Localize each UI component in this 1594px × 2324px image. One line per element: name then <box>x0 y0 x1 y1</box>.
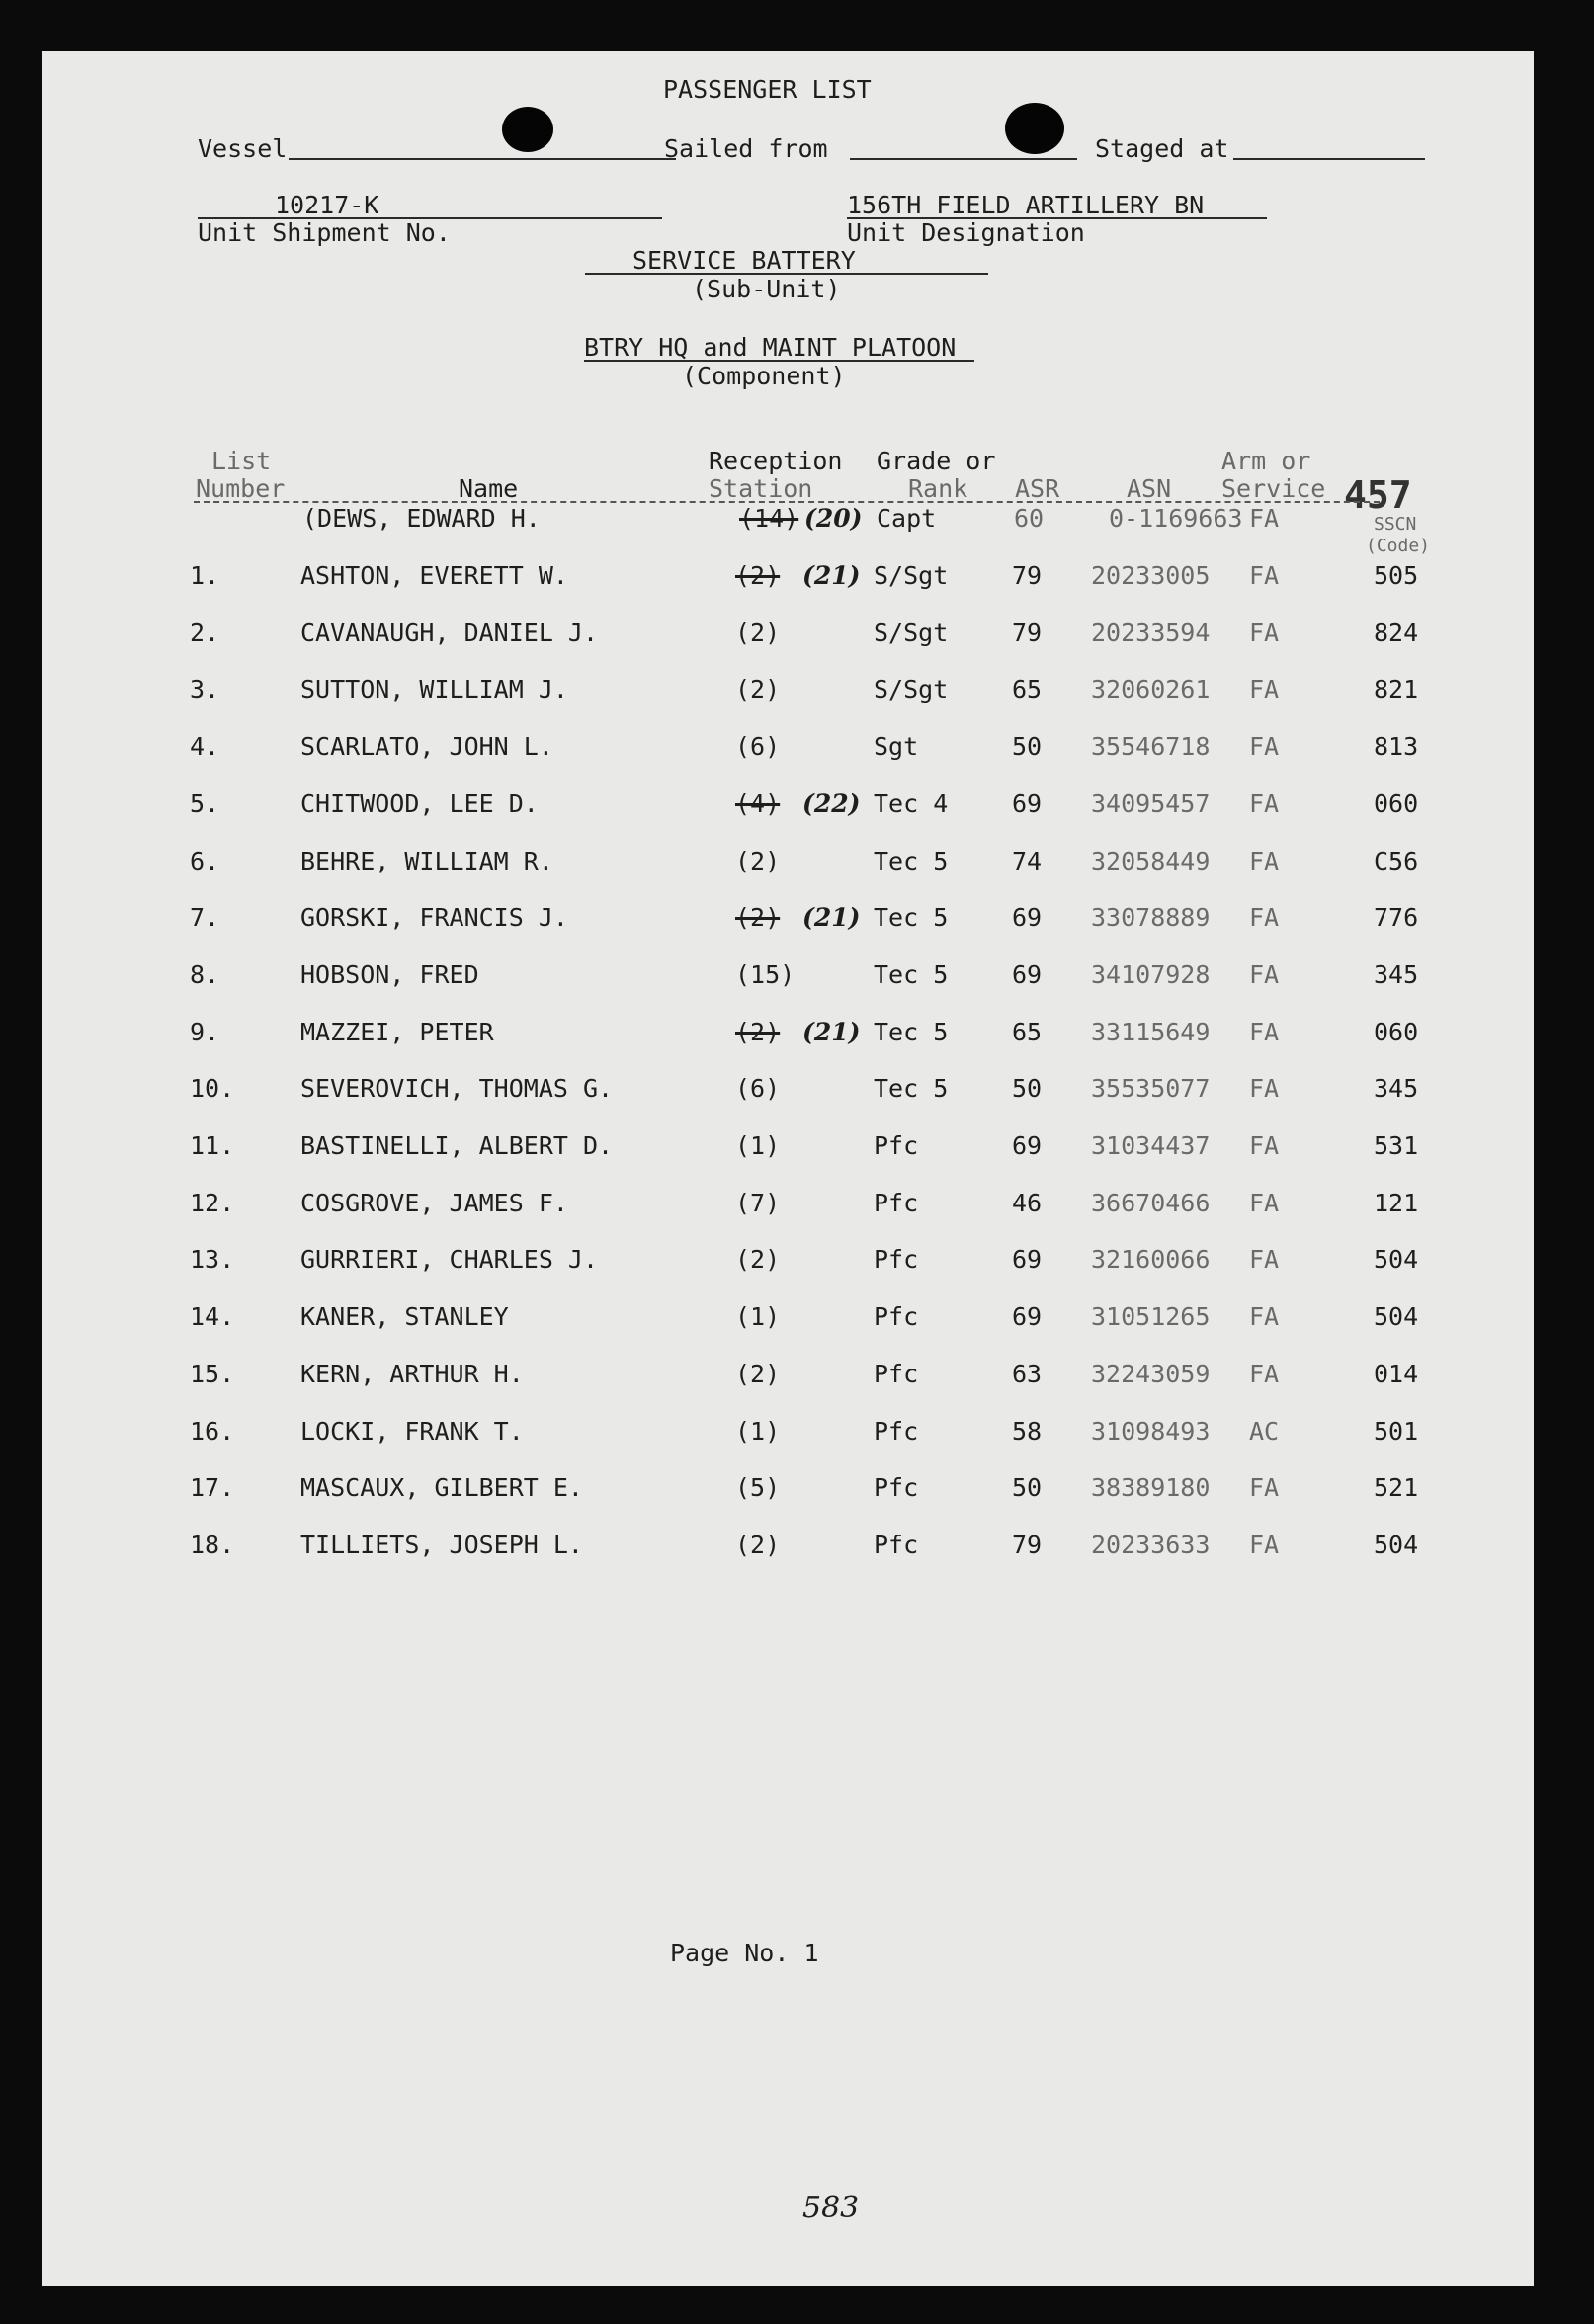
row-grade: Tec 5 <box>874 1017 949 1046</box>
row-sscn: 501 <box>1374 1416 1419 1446</box>
row-list-number: 12. <box>190 1188 235 1217</box>
vessel-label: Vessel <box>198 134 288 163</box>
officer-station-handwritten: (20) <box>804 504 863 533</box>
row-asr: 50 <box>1012 1473 1043 1503</box>
page-number: Page No. 1 <box>670 1939 819 1967</box>
col-grade-1: Grade or <box>877 447 996 475</box>
col-reception-1: Reception <box>709 447 843 475</box>
row-name: KERN, ARTHUR H. <box>300 1359 524 1388</box>
col-sscn-1: SSCN <box>1374 514 1417 535</box>
row-list-number: 13. <box>190 1245 235 1275</box>
sailed-from-line <box>850 158 1077 160</box>
col-asr: ASR <box>1015 474 1060 503</box>
row-sscn: 821 <box>1374 675 1419 705</box>
row-reception-station: (1) <box>735 1131 781 1160</box>
document-title: PASSENGER LIST <box>663 75 872 104</box>
row-name: BEHRE, WILLIAM R. <box>300 846 553 875</box>
row-sscn: 121 <box>1374 1188 1419 1217</box>
row-grade: Pfc <box>874 1416 919 1446</box>
sailed-from-label: Sailed from <box>664 134 828 163</box>
row-reception-station: (2) <box>735 561 781 590</box>
row-name: GURRIERI, CHARLES J. <box>300 1245 599 1275</box>
component: BTRY HQ and MAINT PLATOON <box>584 333 957 362</box>
row-arm-service: FA <box>1249 903 1280 933</box>
row-list-number: 5. <box>190 788 220 818</box>
row-asn: 20233633 <box>1091 1530 1211 1559</box>
row-arm-service: FA <box>1249 1131 1280 1160</box>
row-arm-service: FA <box>1249 675 1280 705</box>
row-asr: 63 <box>1012 1359 1043 1388</box>
row-reception-station: (6) <box>735 732 781 762</box>
row-list-number: 1. <box>190 561 220 590</box>
staged-at-line <box>1233 158 1425 160</box>
row-list-number: 10. <box>190 1074 235 1104</box>
row-reception-station: (2) <box>735 1359 781 1388</box>
unit-designation-label: Unit Designation <box>847 218 1085 247</box>
row-list-number: 2. <box>190 618 220 647</box>
row-grade: S/Sgt <box>874 675 949 705</box>
row-grade: S/Sgt <box>874 618 949 647</box>
row-sscn: 060 <box>1374 1017 1419 1046</box>
officer-station-struck: (14) <box>739 504 799 533</box>
unit-shipment-label: Unit Shipment No. <box>198 218 451 247</box>
row-name: HOBSON, FRED <box>300 959 479 989</box>
row-grade: Tec 5 <box>874 1074 949 1104</box>
row-reception-station: (2) <box>735 1017 781 1046</box>
officer-arm: FA <box>1249 504 1280 533</box>
row-sscn: 014 <box>1374 1359 1419 1388</box>
row-asr: 69 <box>1012 788 1043 818</box>
row-asn: 36670466 <box>1091 1188 1211 1217</box>
row-arm-service: FA <box>1249 561 1280 590</box>
sub-unit-label: (Sub-Unit) <box>692 275 841 303</box>
row-name: COSGROVE, JAMES F. <box>300 1188 568 1217</box>
col-asn: ASN <box>1127 474 1172 503</box>
row-asn: 32060261 <box>1091 675 1211 705</box>
passenger-list-page <box>42 51 1534 2286</box>
officer-grade: Capt <box>877 504 937 533</box>
row-reception-station: (4) <box>735 788 781 818</box>
row-arm-service: FA <box>1249 959 1280 989</box>
row-asr: 46 <box>1012 1188 1043 1217</box>
col-reception-2: Station <box>709 474 813 503</box>
row-reception-station: (2) <box>735 675 781 705</box>
row-sscn: 504 <box>1374 1530 1419 1559</box>
row-grade: Tec 4 <box>874 788 949 818</box>
col-arm-1: Arm or <box>1221 447 1311 475</box>
row-asr: 79 <box>1012 561 1043 590</box>
row-asn: 33078889 <box>1091 903 1211 933</box>
redaction-blot <box>502 107 553 152</box>
row-arm-service: FA <box>1249 1017 1280 1046</box>
row-name: SCARLATO, JOHN L. <box>300 732 553 762</box>
row-name: ASHTON, EVERETT W. <box>300 561 568 590</box>
row-grade: Pfc <box>874 1131 919 1160</box>
row-sscn: 504 <box>1374 1302 1419 1332</box>
row-list-number: 8. <box>190 959 220 989</box>
officer-asn: 0-1169663 <box>1109 504 1243 533</box>
col-list-number-2: Number <box>196 474 286 503</box>
row-arm-service: FA <box>1249 618 1280 647</box>
row-reception-station-handwritten: (22) <box>802 788 861 818</box>
handwritten-folio-number: 583 <box>802 2191 860 2225</box>
officer-asr: 60 <box>1014 504 1045 533</box>
row-sscn: 824 <box>1374 618 1419 647</box>
row-name: SUTTON, WILLIAM J. <box>300 675 568 705</box>
row-asr: 79 <box>1012 618 1043 647</box>
row-list-number: 3. <box>190 675 220 705</box>
row-list-number: 4. <box>190 732 220 762</box>
row-asn: 31098493 <box>1091 1416 1211 1446</box>
row-sscn: 776 <box>1374 903 1419 933</box>
row-sscn: 531 <box>1374 1131 1419 1160</box>
row-reception-station: (1) <box>735 1416 781 1446</box>
row-sscn: C56 <box>1374 846 1419 875</box>
row-asn: 32160066 <box>1091 1245 1211 1275</box>
col-arm-2: Service <box>1221 474 1326 503</box>
row-asr: 69 <box>1012 903 1043 933</box>
row-arm-service: FA <box>1249 1530 1280 1559</box>
row-asr: 69 <box>1012 1245 1043 1275</box>
row-name: MASCAUX, GILBERT E. <box>300 1473 583 1503</box>
staged-at-label: Staged at <box>1095 134 1229 163</box>
row-asr: 50 <box>1012 1074 1043 1104</box>
row-arm-service: FA <box>1249 788 1280 818</box>
row-name: CHITWOOD, LEE D. <box>300 788 539 818</box>
row-list-number: 11. <box>190 1131 235 1160</box>
row-asr: 58 <box>1012 1416 1043 1446</box>
row-arm-service: FA <box>1249 1074 1280 1104</box>
page-stamp-number: 457 <box>1344 473 1412 517</box>
row-asn: 35546718 <box>1091 732 1211 762</box>
row-reception-station: (2) <box>735 1530 781 1559</box>
row-grade: S/Sgt <box>874 561 949 590</box>
row-reception-station: (6) <box>735 1074 781 1104</box>
row-asn: 20233005 <box>1091 561 1211 590</box>
row-name: CAVANAUGH, DANIEL J. <box>300 618 599 647</box>
row-arm-service: FA <box>1249 846 1280 875</box>
row-arm-service: FA <box>1249 732 1280 762</box>
row-list-number: 15. <box>190 1359 235 1388</box>
row-sscn: 813 <box>1374 732 1419 762</box>
row-arm-service: FA <box>1249 1473 1280 1503</box>
row-sscn: 345 <box>1374 1074 1419 1104</box>
row-grade: Pfc <box>874 1359 919 1388</box>
row-asn: 33115649 <box>1091 1017 1211 1046</box>
row-asr: 69 <box>1012 1302 1043 1332</box>
row-reception-station: (2) <box>735 903 781 933</box>
row-grade: Pfc <box>874 1188 919 1217</box>
redaction-blot <box>1005 103 1064 154</box>
row-arm-service: FA <box>1249 1245 1280 1275</box>
row-asn: 20233594 <box>1091 618 1211 647</box>
officer-name: (DEWS, EDWARD H. <box>302 504 541 533</box>
row-grade: Pfc <box>874 1473 919 1503</box>
row-asr: 74 <box>1012 846 1043 875</box>
row-list-number: 9. <box>190 1017 220 1046</box>
row-asn: 34095457 <box>1091 788 1211 818</box>
row-asr: 65 <box>1012 675 1043 705</box>
row-reception-station: (5) <box>735 1473 781 1503</box>
row-sscn: 505 <box>1374 561 1419 590</box>
row-name: BASTINELLI, ALBERT D. <box>300 1131 614 1160</box>
row-sscn: 345 <box>1374 959 1419 989</box>
row-asr: 50 <box>1012 732 1043 762</box>
row-asr: 65 <box>1012 1017 1043 1046</box>
row-asn: 31051265 <box>1091 1302 1211 1332</box>
row-asr: 69 <box>1012 1131 1043 1160</box>
row-grade: Tec 5 <box>874 959 949 989</box>
row-reception-station-handwritten: (21) <box>802 561 861 590</box>
row-reception-station: (2) <box>735 846 781 875</box>
row-reception-station: (2) <box>735 1245 781 1275</box>
row-grade: Pfc <box>874 1245 919 1275</box>
row-grade: Pfc <box>874 1302 919 1332</box>
row-asn: 32243059 <box>1091 1359 1211 1388</box>
row-reception-station-handwritten: (21) <box>802 1017 861 1046</box>
row-sscn: 060 <box>1374 788 1419 818</box>
row-list-number: 17. <box>190 1473 235 1503</box>
row-list-number: 7. <box>190 903 220 933</box>
col-name: Name <box>459 474 519 503</box>
row-asn: 38389180 <box>1091 1473 1211 1503</box>
row-asn: 35535077 <box>1091 1074 1211 1104</box>
unit-designation: 156TH FIELD ARTILLERY BN <box>847 191 1205 219</box>
row-arm-service: FA <box>1249 1188 1280 1217</box>
row-arm-service: FA <box>1249 1302 1280 1332</box>
row-grade: Tec 5 <box>874 903 949 933</box>
row-list-number: 18. <box>190 1530 235 1559</box>
row-name: SEVEROVICH, THOMAS G. <box>300 1074 614 1104</box>
row-reception-station: (1) <box>735 1302 781 1332</box>
col-grade-2: Rank <box>908 474 968 503</box>
row-name: KANER, STANLEY <box>300 1302 509 1332</box>
row-list-number: 16. <box>190 1416 235 1446</box>
row-sscn: 504 <box>1374 1245 1419 1275</box>
col-sscn-2: (Code) <box>1366 536 1431 556</box>
row-name: GORSKI, FRANCIS J. <box>300 903 568 933</box>
row-arm-service: FA <box>1249 1359 1280 1388</box>
unit-shipment-no: 10217-K <box>275 191 379 219</box>
col-list-number-1: List <box>211 447 272 475</box>
row-reception-station-handwritten: (21) <box>802 903 861 933</box>
row-asr: 79 <box>1012 1530 1043 1559</box>
row-grade: Sgt <box>874 732 919 762</box>
sub-unit: SERVICE BATTERY <box>632 246 856 275</box>
vessel-line <box>289 158 676 160</box>
row-sscn: 521 <box>1374 1473 1419 1503</box>
row-asr: 69 <box>1012 959 1043 989</box>
header-rule <box>194 501 1380 503</box>
row-grade: Tec 5 <box>874 846 949 875</box>
row-asn: 31034437 <box>1091 1131 1211 1160</box>
row-reception-station: (7) <box>735 1188 781 1217</box>
row-arm-service: AC <box>1249 1416 1280 1446</box>
row-name: MAZZEI, PETER <box>300 1017 494 1046</box>
row-asn: 34107928 <box>1091 959 1211 989</box>
row-reception-station: (2) <box>735 618 781 647</box>
row-list-number: 6. <box>190 846 220 875</box>
row-asn: 32058449 <box>1091 846 1211 875</box>
row-name: LOCKI, FRANK T. <box>300 1416 524 1446</box>
row-grade: Pfc <box>874 1530 919 1559</box>
row-reception-station: (15) <box>735 959 796 989</box>
row-name: TILLIETS, JOSEPH L. <box>300 1530 583 1559</box>
row-list-number: 14. <box>190 1302 235 1332</box>
component-label: (Component) <box>682 362 846 390</box>
